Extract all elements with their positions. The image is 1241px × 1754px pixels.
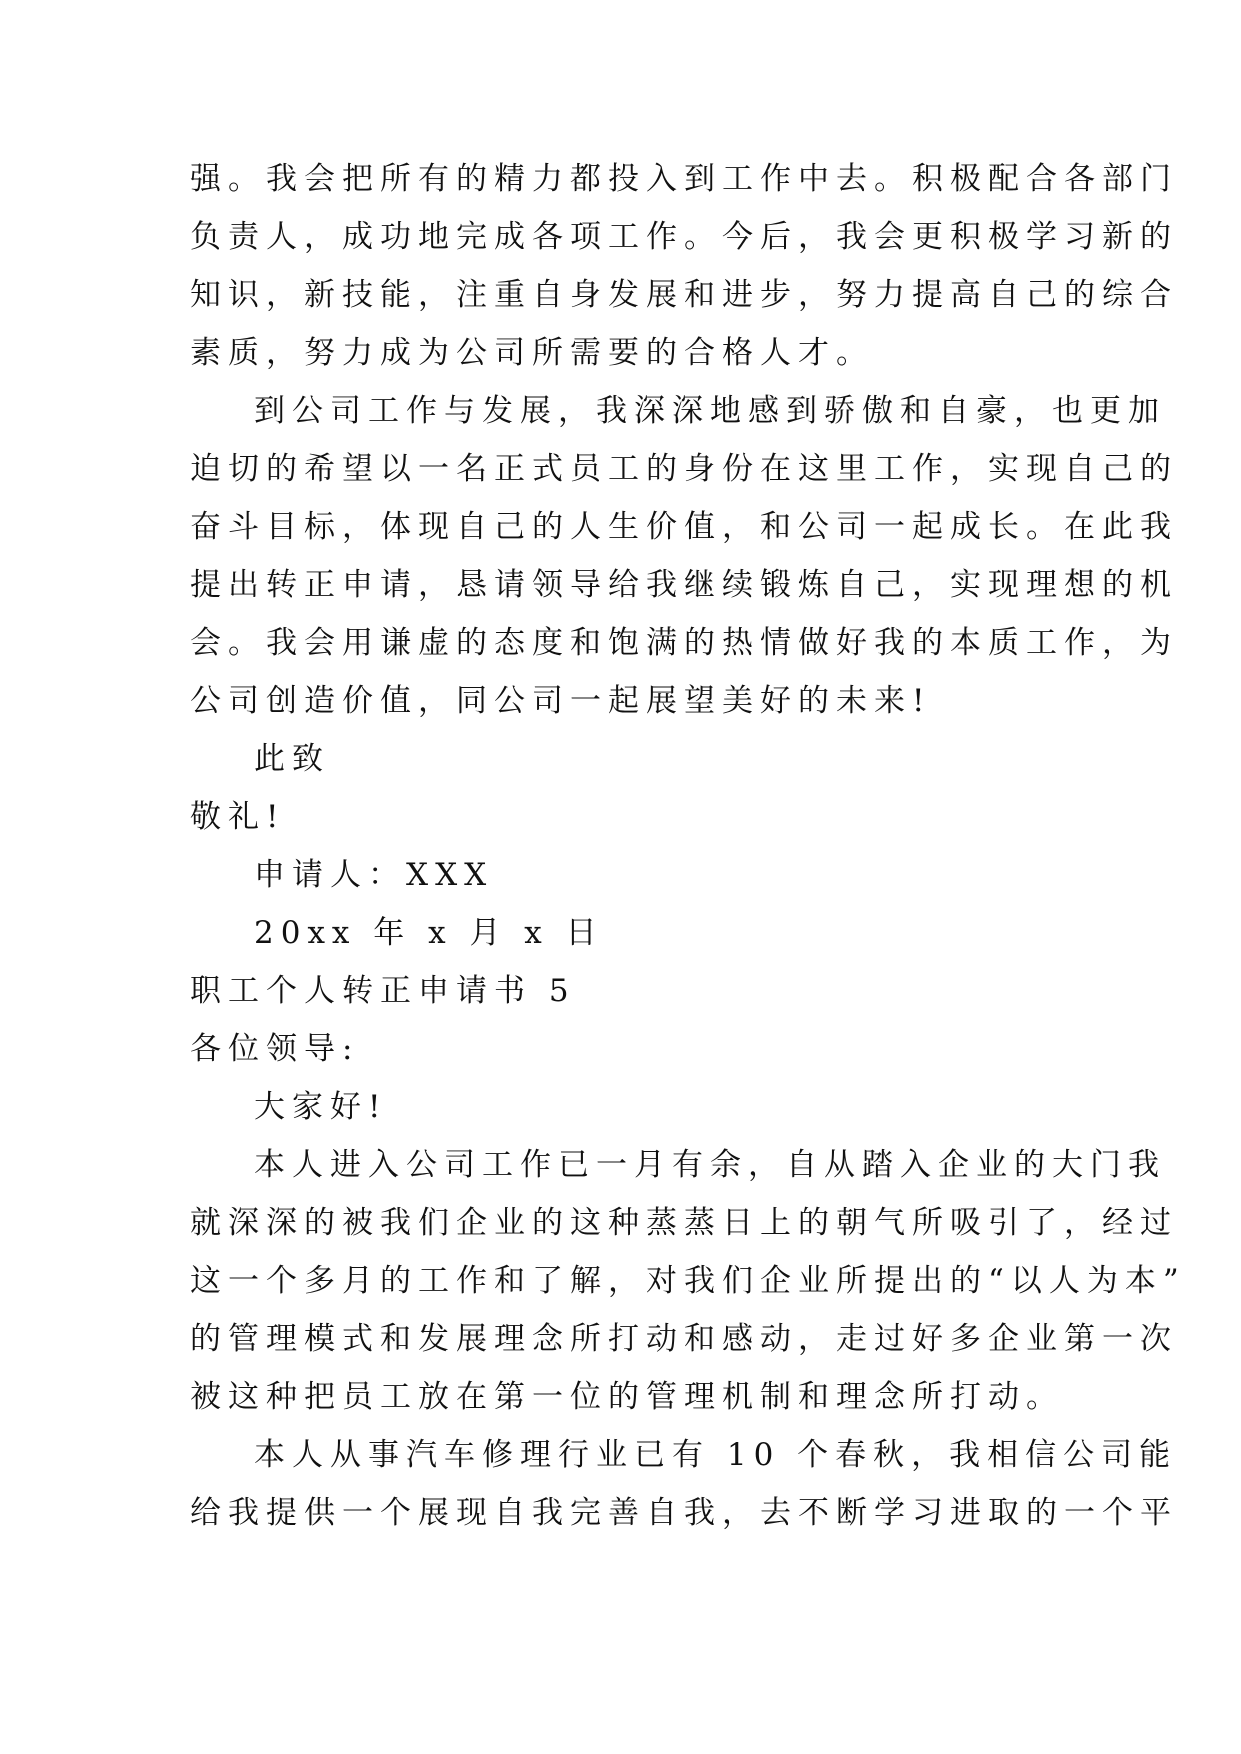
text-line: 负责人，成功地完成各项工作。今后，我会更积极学习新的 [190,219,1178,255]
text-line: 被这种把员工放在第一位的管理机制和理念所打动。 [190,1379,1064,1415]
letter-date: 20xx 年 x 月 x 日 [254,915,604,951]
greeting-recipient: 各位领导: [190,1031,360,1067]
text-line: 会。我会用谦虚的态度和饱满的热情做好我的本质工作，为 [190,625,1178,661]
text-line: 强。我会把所有的精力都投入到工作中去。积极配合各部门 [190,161,1178,197]
text-line: 就深深的被我们企业的这种蒸蒸日上的朝气所吸引了，经过 [190,1205,1178,1241]
section-title: 职工个人转正申请书 5 [190,973,576,1009]
text-line: 这一个多月的工作和了解，对我们企业所提出的“以人为本” [190,1263,1186,1299]
text-line: 本人从事汽车修理行业已有 10 个春秋，我相信公司能 [254,1437,1178,1473]
greeting: 大家好! [254,1089,388,1125]
text-line: 公司创造价值，同公司一起展望美好的未来! [190,683,932,719]
applicant-signature: 申请人：XXX [254,857,494,893]
text-line: 素质，努力成为公司所需要的合格人才。 [190,335,874,371]
text-line: 的管理模式和发展理念所打动和感动，走过好多企业第一次 [190,1321,1178,1357]
text-line: 提出转正申请，恳请领导给我继续锻炼自己，实现理想的机 [190,567,1178,603]
closing-regards: 敬礼! [190,799,286,835]
text-line: 本人进入公司工作已一月有余，自从踏入企业的大门我 [254,1147,1166,1183]
text-line: 奋斗目标，体现自己的人生价值，和公司一起成长。在此我 [190,509,1178,545]
text-line: 到公司工作与发展，我深深地感到骄傲和自豪，也更加 [254,393,1166,429]
text-line: 迫切的希望以一名正式员工的身份在这里工作，实现自己的 [190,451,1178,487]
text-line: 给我提供一个展现自我完善自我，去不断学习进取的一个平 [190,1495,1178,1531]
document-body [190,150,1186,1542]
text-line: 知识，新技能，注重自身发展和进步，努力提高自己的综合 [190,277,1178,313]
closing-salutation: 此致 [254,741,330,777]
